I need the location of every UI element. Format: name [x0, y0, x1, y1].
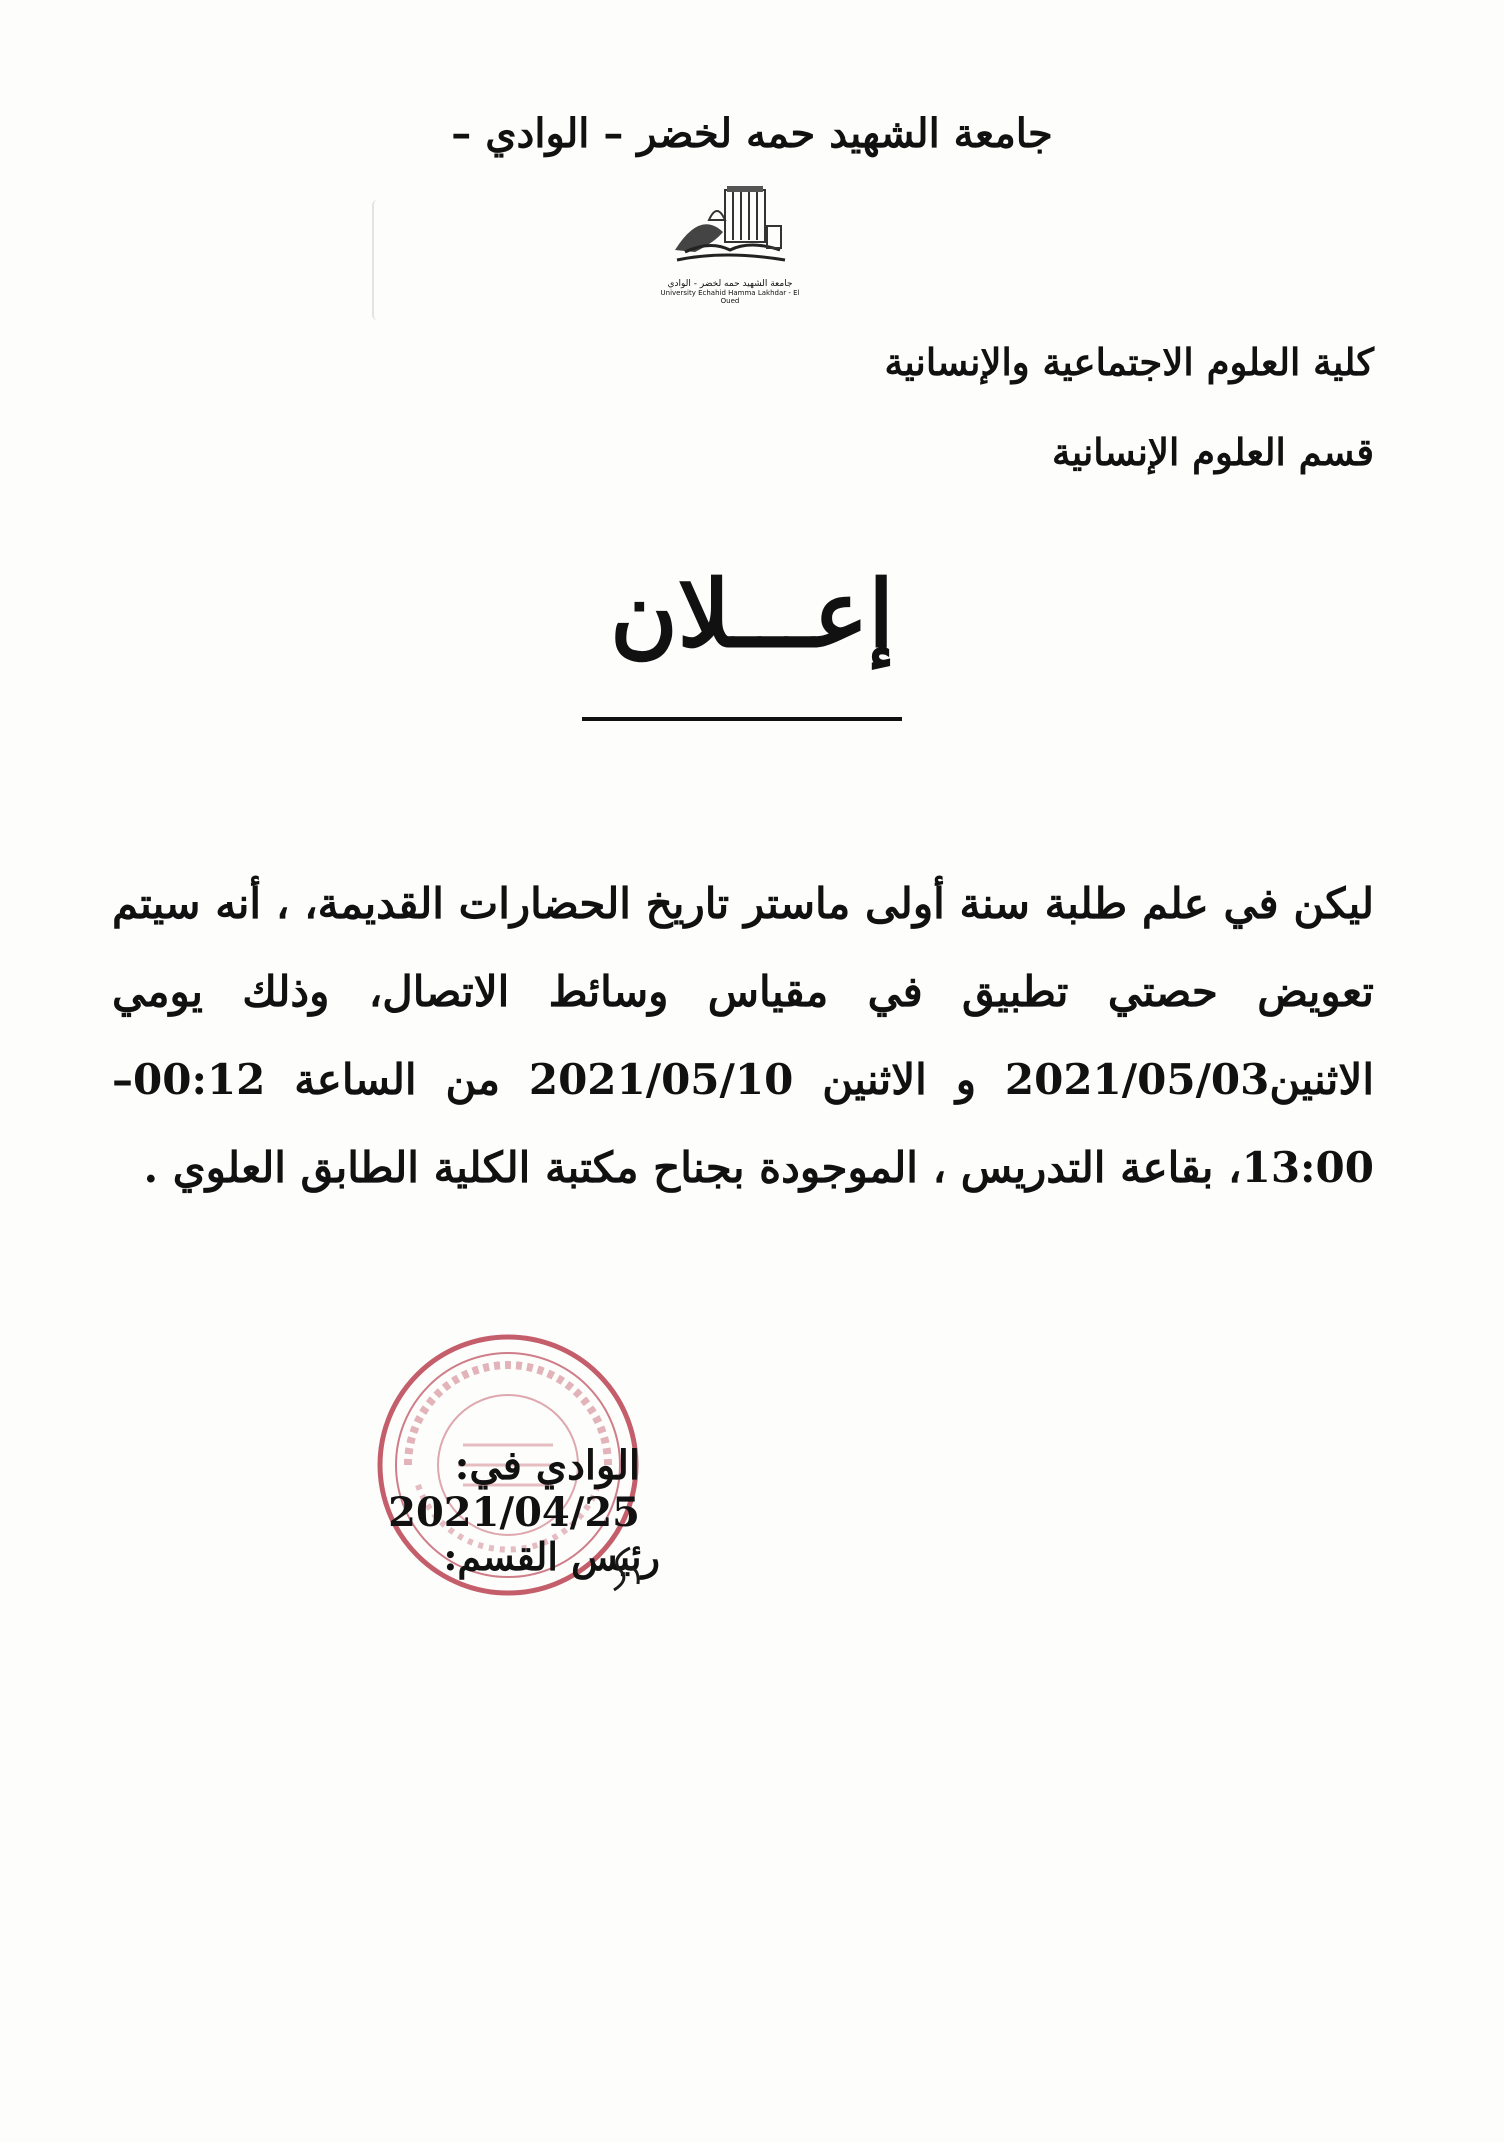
title-underline	[582, 717, 902, 721]
faculty-name: كلية العلوم الاجتماعية والإنسانية	[884, 340, 1374, 384]
university-logo-icon	[655, 180, 805, 280]
department-name: قسم العلوم الإنسانية	[1051, 430, 1374, 474]
university-logo	[655, 180, 805, 310]
announcement-body: ليكن في علم طلبة سنة أولى ماستر تاريخ الحضارات القديمة، ، أنه سيتم تعويض حصتي تطبيق في مقياس وسائط الاتصال، وذلك يومي الاثنين2021/05/03 و الاثنين 2021/05/10 من الساعة 00:12– 13:00، بقاعة التدريس ، الموجودة بجناح مكتبة الكلية الطابق العلوي .	[112, 879, 1374, 1192]
department-head-signature-label: رئيس القسم:	[443, 1534, 660, 1579]
announcement-title: إعـــلان	[610, 560, 894, 668]
date-line: الوادي في: 2021/04/25	[388, 1442, 640, 1536]
logo-caption-english: University Echahid Hamma Lakhdar - El Oued	[660, 288, 800, 305]
logo-caption-arabic: جامعة الشهيد حمه لخضر - الوادي	[667, 279, 793, 289]
university-name: جامعة الشهيد حمه لخضر – الوادي –	[451, 110, 1053, 157]
handwritten-signature	[600, 1540, 650, 1600]
scan-artifact	[372, 200, 382, 320]
